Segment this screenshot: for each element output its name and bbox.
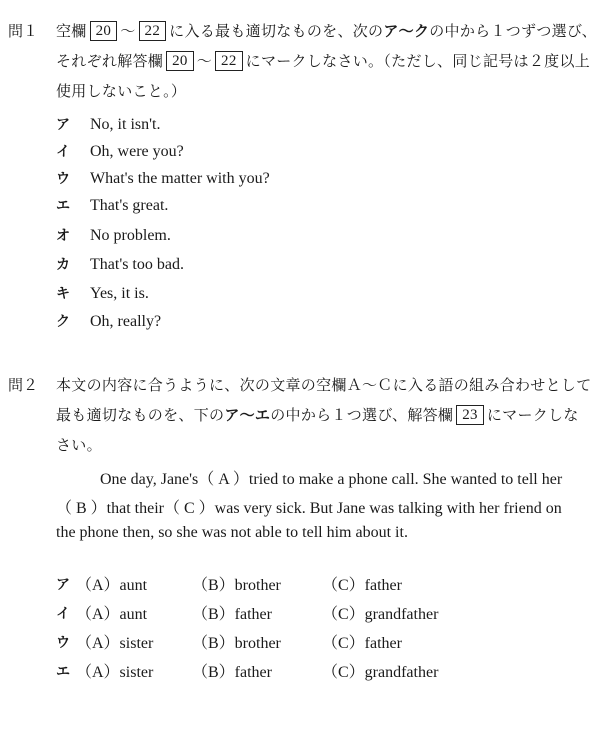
q1-l1-tilde: ～: [120, 22, 136, 40]
q2-l2-range: ア～エ: [224, 406, 271, 424]
q2-label: 問２: [8, 376, 39, 394]
option-text: No, it isn't.: [90, 116, 161, 133]
answer-box-23: 23: [456, 405, 484, 425]
q1-option: [56, 195, 168, 215]
q1-instruction-line3: 使用しないこと。）: [56, 82, 187, 100]
q2-instruction-line2: [56, 404, 579, 426]
choice-a: （A）sister: [76, 664, 154, 681]
q1-l1-mid: に入る最も適切なものを、次の: [169, 22, 384, 40]
q1-l2-pre: それぞれ解答欄: [56, 52, 164, 70]
q1-instruction-line1: [56, 20, 597, 42]
option-key: イ: [56, 144, 70, 160]
q2-instruction-line1: 本文の内容に合うように、次の文章の空欄Ａ～Ｃに入る語の組み合わせとして: [56, 376, 592, 394]
option-key: カ: [56, 257, 70, 273]
choice-c: （C）grandfather: [322, 606, 439, 623]
q2-l2-pre: 最も適切なものを、下の: [56, 406, 225, 424]
option-text: No problem.: [90, 227, 171, 244]
option-text: What's the matter with you?: [90, 170, 270, 187]
q1-label: 問１: [8, 22, 39, 40]
choice-key: ア: [56, 577, 70, 593]
q2-choice-row: [56, 603, 76, 623]
option-text: Oh, really?: [90, 313, 162, 330]
choice-key: イ: [56, 606, 70, 622]
q2-choice-row: [56, 574, 76, 594]
choice-c: （C）father: [322, 635, 402, 652]
option-key: ア: [56, 117, 70, 133]
q2-l2-mid: の中から１つ選び、解答欄: [270, 406, 454, 424]
passage-line: One day, Jane's（ A ）tried to make a phone call. She wanted to tell her: [100, 471, 563, 488]
passage-line: the phone then, so she was not able to tell him about it.: [56, 524, 408, 541]
q1-l1-pre: 空欄: [56, 22, 87, 40]
q2-choice-row: [56, 661, 76, 681]
option-key: ウ: [56, 171, 70, 187]
q1-l2-post: にマークしなさい。（ただし、同じ記号は２度以上: [245, 52, 591, 70]
choice-b: （B）father: [192, 606, 272, 623]
option-key: ク: [56, 314, 70, 330]
option-text: Oh, were you?: [90, 143, 184, 160]
option-key: エ: [56, 198, 70, 214]
q1-l1-post: の中から１つずつ選び、: [429, 22, 597, 40]
q1-option: [56, 283, 149, 303]
answer-box-22: 22: [139, 21, 167, 41]
q1-l2-tilde: ～: [196, 52, 213, 70]
choice-c: （C）father: [322, 577, 402, 594]
q2-l2-post: にマークしな: [486, 406, 579, 424]
choice-a: （A）sister: [76, 635, 154, 652]
q1-option: [56, 311, 161, 331]
choice-b: （B）brother: [192, 577, 281, 594]
q1-option: [56, 168, 270, 188]
answer-box-22b: 22: [215, 51, 243, 71]
q1-option: [56, 254, 184, 274]
q1-option: [56, 141, 184, 161]
q2-choice-row: [56, 632, 76, 652]
q1-option: [56, 225, 171, 245]
q1-option: [56, 114, 160, 134]
answer-box-20b: 20: [166, 51, 194, 71]
option-text: Yes, it is.: [90, 285, 149, 302]
choice-c: （C）grandfather: [322, 664, 439, 681]
choice-b: （B）father: [192, 664, 272, 681]
choice-key: ウ: [56, 635, 70, 651]
option-key: キ: [56, 286, 70, 302]
choice-key: エ: [56, 664, 70, 680]
q1-l1-range: ア～ク: [383, 22, 430, 40]
passage-line: （ B ）that their（ C ）was very sick. But Jane was talking with her friend on: [56, 500, 562, 517]
q1-instruction-line2: [56, 50, 590, 72]
answer-box-20: 20: [90, 21, 118, 41]
option-text: That's great.: [90, 197, 169, 214]
option-key: オ: [56, 228, 70, 244]
q2-instruction-line3: さい。: [56, 436, 102, 454]
option-text: That's too bad.: [90, 256, 184, 273]
choice-b: （B）brother: [192, 635, 281, 652]
choice-a: （A）aunt: [76, 606, 148, 623]
choice-a: （A）aunt: [76, 577, 148, 594]
